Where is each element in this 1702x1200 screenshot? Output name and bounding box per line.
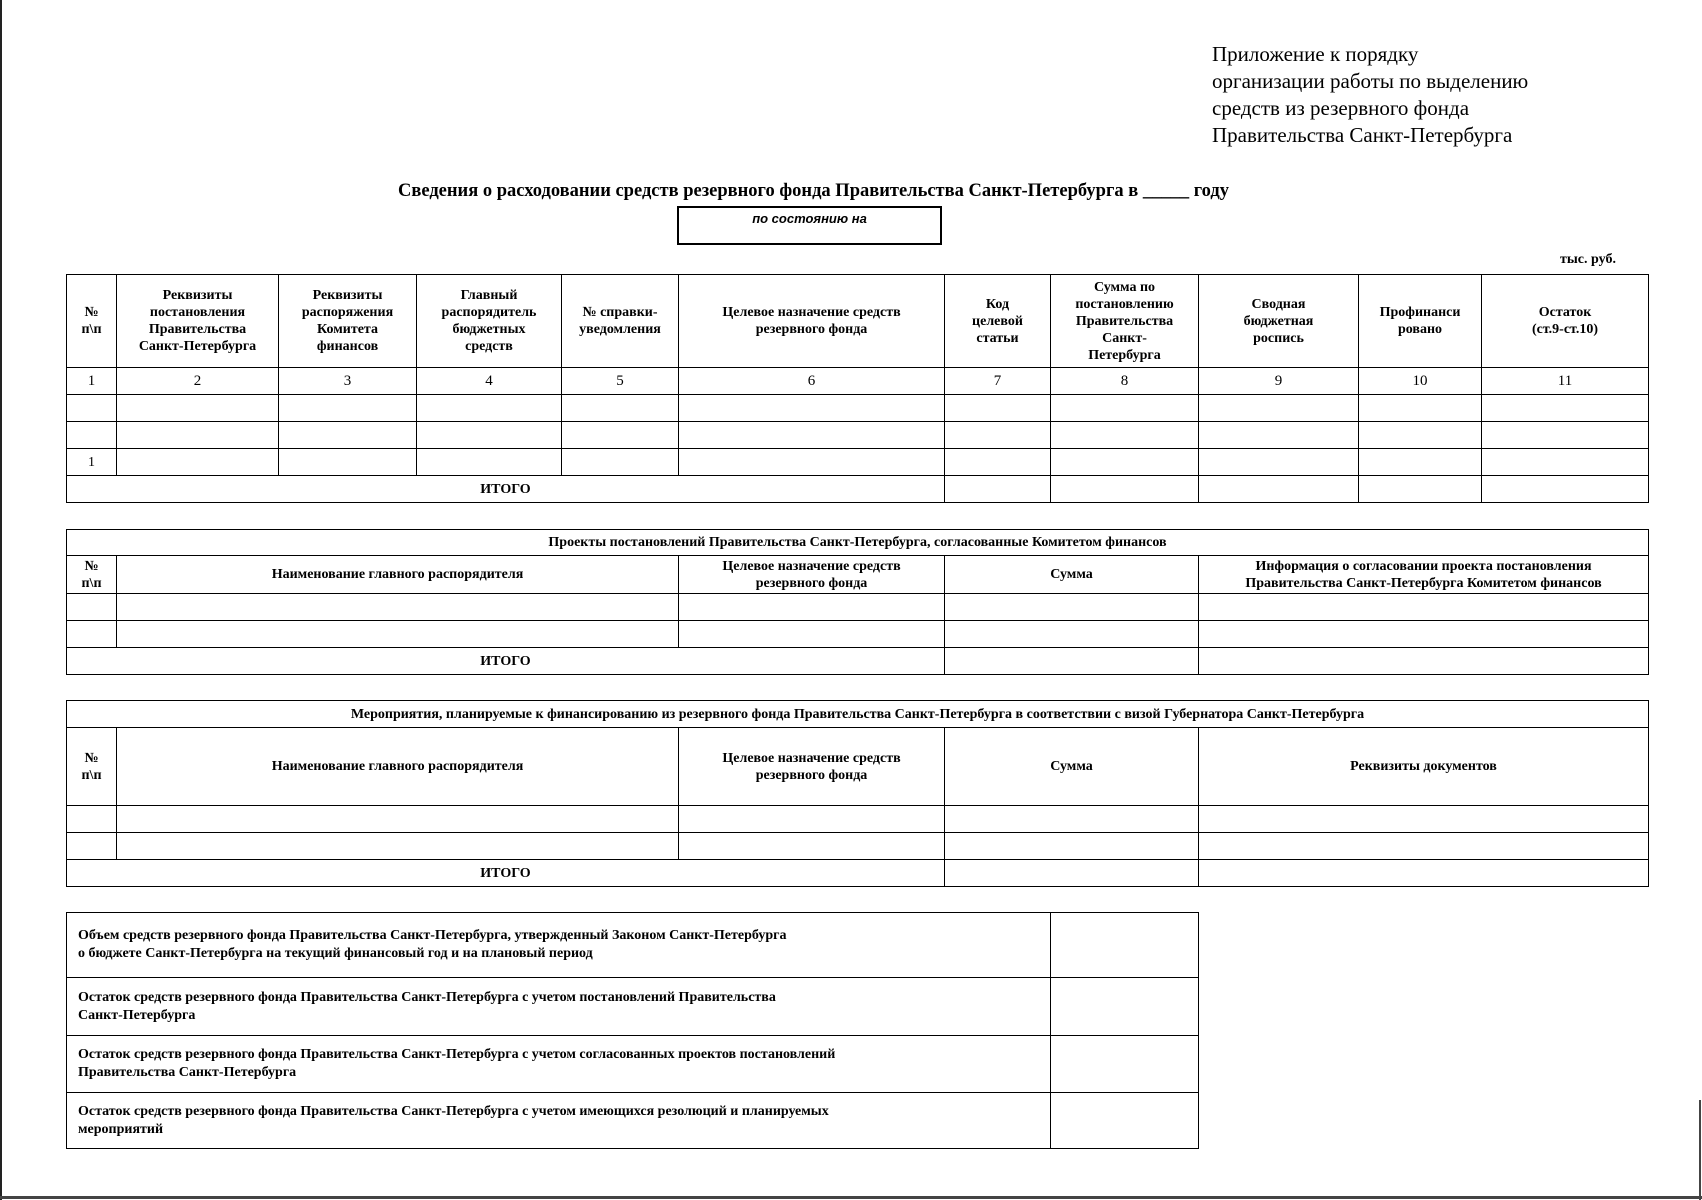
summary-label: Остаток средств резервного фонда Правительства Санкт-Петербурга с учетом постановлений Правительства Санкт-Петербурга [67,978,1051,1036]
summary-row [67,1036,1199,1093]
summary-label: Объем средств резервного фонда Правительства Санкт-Петербурга, утвержденный Законом Санкт-Петербурга о бюджете Санкт-Петербурга на текущий финансовый год и на плановый период [67,913,1051,978]
table-cell[interactable] [1199,594,1649,621]
table-cell[interactable] [1051,395,1199,422]
page-edge-left [0,0,2,1200]
as-of-date-box[interactable] [677,206,942,245]
column-header: Реквизиты постановления Правительства Санкт-Петербурга [117,275,279,368]
table-cell[interactable] [1199,449,1359,476]
column-header: Сумма по постановлению Правительства Санкт- Петербурга [1051,275,1199,368]
summary-row [67,1093,1199,1149]
total-cell[interactable] [1199,648,1649,675]
column-number: 10 [1359,368,1482,395]
table-row [67,449,1649,476]
total-row [67,860,1649,887]
total-cell[interactable] [945,476,1051,503]
column-header: Информация о согласовании проекта постановления Правительства Санкт-Петербурга Комитетом финансов [1199,556,1649,594]
table-cell[interactable] [117,422,279,449]
column-header: Сумма [945,556,1199,594]
page-edge-bottom [0,1196,1702,1199]
summary-row [67,913,1199,978]
column-header: Главный распорядитель бюджетных средств [417,275,562,368]
column-header: Остаток (ст.9-ст.10) [1482,275,1649,368]
table-cell[interactable] [679,395,945,422]
table-cell[interactable] [117,449,279,476]
header-row [67,728,1649,806]
table-cell[interactable] [67,395,117,422]
table-cell[interactable] [945,594,1199,621]
table-cell[interactable] [679,806,945,833]
table-title: Мероприятия, планируемые к финансированию из резервного фонда Правительства Санкт-Петербурга в соответствии с визой Губернатора Санкт-Петербурга [67,701,1649,728]
fund-summary-table [66,912,1199,1149]
column-number: 11 [1482,368,1649,395]
column-header: Целевое назначение средств резервного фонда [679,556,945,594]
table-cell[interactable] [1359,422,1482,449]
summary-label: Остаток средств резервного фонда Правительства Санкт-Петербурга с учетом согласованных проектов постановлений Правительства Санкт-Петербурга [67,1036,1051,1093]
table-cell[interactable] [1199,395,1359,422]
document-title: Сведения о расходовании средств резервного фонда Правительства Санкт-Петербурга в _____ году [398,181,1229,201]
column-header: № п\п [67,275,117,368]
column-header: Сводная бюджетная роспись [1199,275,1359,368]
summary-value[interactable] [1051,1036,1199,1093]
column-header: Целевое назначение средств резервного фонда [679,728,945,806]
table-cell[interactable] [562,395,679,422]
table-cell[interactable] [1482,395,1649,422]
table-cell[interactable] [117,833,679,860]
column-number: 9 [1199,368,1359,395]
table-cell[interactable] [417,449,562,476]
draft-resolutions-table [66,529,1649,675]
total-row [67,476,1649,503]
table-row [67,594,1649,621]
table-cell[interactable] [67,422,117,449]
title-row [67,701,1649,728]
column-number: 7 [945,368,1051,395]
table-cell[interactable] [945,395,1051,422]
column-number: 4 [417,368,562,395]
column-number: 1 [67,368,117,395]
column-header: Сумма [945,728,1199,806]
units-label: тыс. руб. [1560,252,1616,267]
table-cell[interactable] [945,449,1051,476]
total-row [67,648,1649,675]
table-cell[interactable] [679,621,945,648]
table-cell[interactable] [1199,806,1649,833]
table-cell[interactable] [1199,621,1649,648]
table-cell[interactable] [279,449,417,476]
column-header: Код целевой статьи [945,275,1051,368]
appendix-line: средств из резервного фонда [1212,96,1470,120]
column-number: 2 [117,368,279,395]
column-header: Профинанси ровано [1359,275,1482,368]
column-number: 8 [1051,368,1199,395]
summary-label: Остаток средств резервного фонда Правительства Санкт-Петербурга с учетом имеющихся резолюций и планируемых мероприятий [67,1093,1051,1149]
table-cell[interactable]: 1 [67,449,117,476]
table-cell[interactable] [945,621,1199,648]
total-cell[interactable] [1199,860,1649,887]
appendix-line: организации работы по выделению [1212,69,1529,93]
appendix-line: Правительства Санкт-Петербурга [1212,123,1513,147]
header-row [67,556,1649,594]
summary-row [67,978,1199,1036]
table-cell[interactable] [1359,449,1482,476]
table-cell[interactable] [279,395,417,422]
table-cell[interactable] [67,621,117,648]
table-cell[interactable] [679,422,945,449]
table-cell[interactable] [1051,449,1199,476]
table-cell[interactable] [279,422,417,449]
planned-events-table [66,700,1649,887]
table-cell[interactable] [1199,833,1649,860]
table-cell[interactable] [117,395,279,422]
appendix-note [1212,41,1528,149]
table-cell[interactable] [945,806,1199,833]
column-number: 5 [562,368,679,395]
total-cell[interactable] [1482,476,1649,503]
table-row [67,422,1649,449]
total-cell[interactable] [945,860,1199,887]
column-number: 3 [279,368,417,395]
table-cell[interactable] [562,449,679,476]
total-cell[interactable] [945,648,1199,675]
summary-value[interactable] [1051,913,1199,978]
table-cell[interactable] [1482,422,1649,449]
table-cell[interactable] [67,594,117,621]
table-cell[interactable] [117,621,679,648]
table-cell[interactable] [679,594,945,621]
table-cell[interactable] [945,422,1051,449]
column-number-row [67,368,1649,395]
table-cell[interactable] [1199,422,1359,449]
column-header: Наименование главного распорядителя [117,728,679,806]
column-header: Реквизиты распоряжения Комитета финансов [279,275,417,368]
column-header: Реквизиты документов [1199,728,1649,806]
title-row [67,530,1649,556]
table-cell[interactable] [117,594,679,621]
column-number: 6 [679,368,945,395]
table-cell[interactable] [1359,395,1482,422]
total-cell[interactable] [1199,476,1359,503]
table-cell[interactable] [117,806,679,833]
table-row [67,806,1649,833]
column-header: № п\п [67,728,117,806]
summary-value[interactable] [1051,978,1199,1036]
total-cell[interactable] [1051,476,1199,503]
table-row [67,833,1649,860]
total-label: ИТОГО [67,860,945,887]
total-label: ИТОГО [67,648,945,675]
table-cell[interactable] [1482,449,1649,476]
summary-value[interactable] [1051,1093,1199,1149]
expenditure-table [66,274,1649,503]
column-header: № справки- уведомления [562,275,679,368]
table-cell[interactable] [417,395,562,422]
total-cell[interactable] [1359,476,1482,503]
appendix-line: Приложение к порядку [1212,42,1419,66]
table-cell[interactable] [679,833,945,860]
header-row [67,275,1649,368]
table-cell[interactable] [67,833,117,860]
as-of-label: по состоянию на [752,211,867,226]
column-header: Целевое назначение средств резервного фонда [679,275,945,368]
table-cell[interactable] [945,833,1199,860]
total-label: ИТОГО [67,476,945,503]
table-title: Проекты постановлений Правительства Санкт-Петербурга, согласованные Комитетом финансов [67,530,1649,556]
table-row [67,395,1649,422]
table-cell[interactable] [417,422,562,449]
table-cell[interactable] [562,422,679,449]
table-cell[interactable] [1051,422,1199,449]
column-header: № п\п [67,556,117,594]
column-header: Наименование главного распорядителя [117,556,679,594]
table-row [67,621,1649,648]
page-edge-right [1699,1100,1701,1200]
table-cell[interactable] [679,449,945,476]
table-cell[interactable] [67,806,117,833]
